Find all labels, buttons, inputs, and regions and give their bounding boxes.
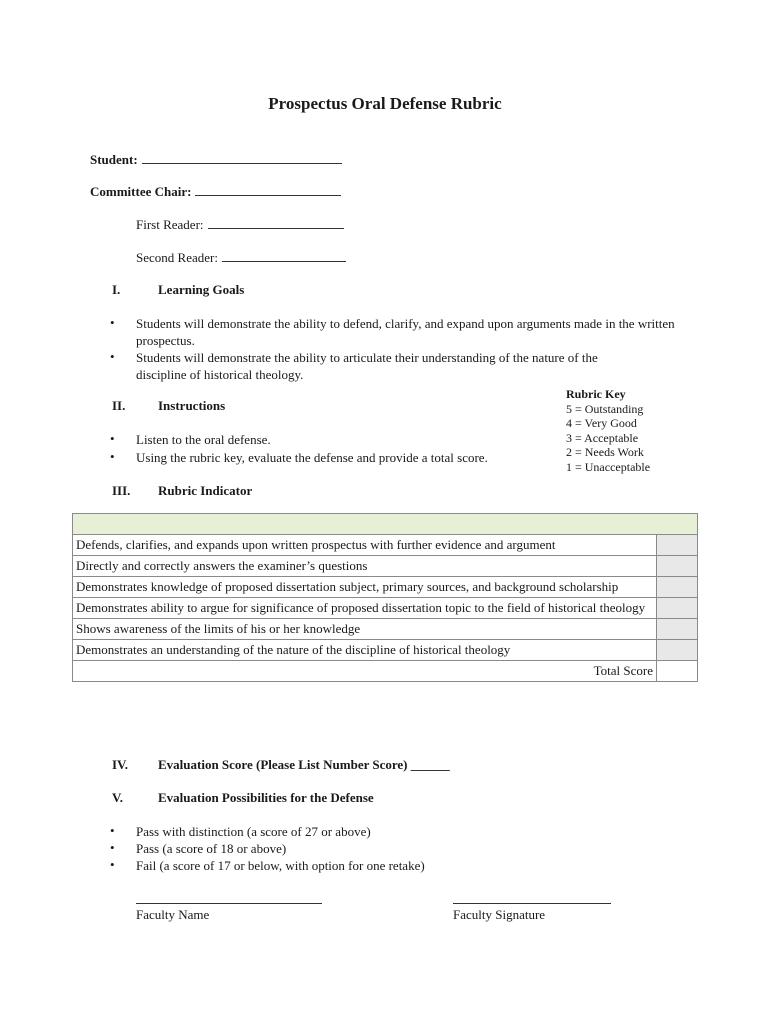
- section-5-heading: Evaluation Possibilities for the Defense: [158, 790, 374, 805]
- section-4-number: IV.: [112, 757, 129, 772]
- second-reader-label: Second Reader:: [136, 250, 218, 265]
- bullet-icon: •: [110, 840, 115, 855]
- bullet-icon: •: [110, 857, 115, 872]
- faculty-name-line[interactable]: [136, 902, 322, 904]
- rubric-key-item: 2 = Needs Work: [566, 445, 644, 460]
- instruction-text: Using the rubric key, evaluate the defense and provide a total score.: [136, 450, 488, 465]
- second-reader-field: [136, 249, 346, 266]
- possibility-item: [110, 823, 510, 840]
- bullet-icon: •: [110, 823, 115, 838]
- possibility-text: Pass (a score of 18 or above): [136, 841, 287, 856]
- table-row: [73, 535, 698, 556]
- table-row: [73, 556, 698, 577]
- committee-chair-field: [90, 183, 341, 200]
- indicator-cell: Directly and correctly answers the examiner’s questions: [73, 556, 657, 577]
- instruction-text: Listen to the oral defense.: [136, 432, 271, 447]
- table-header-row: [73, 514, 698, 535]
- indicator-cell: Shows awareness of the limits of his or her knowledge: [73, 619, 657, 640]
- section-1-heading: Learning Goals: [158, 282, 245, 297]
- section-3-heading: Rubric Indicator: [158, 483, 253, 498]
- score-cell[interactable]: [657, 619, 698, 640]
- table-row: [73, 598, 698, 619]
- instruction-item: [110, 449, 550, 466]
- total-row: [73, 661, 698, 682]
- student-label: Student:: [90, 152, 138, 167]
- learning-goal-text: Students will demonstrate the ability to defend, clarify, and expand upon arguments made in the written prospectus.: [136, 316, 675, 348]
- score-cell[interactable]: [657, 556, 698, 577]
- rubric-key: [566, 387, 650, 475]
- rubric-table: [72, 513, 698, 682]
- learning-goal-item: [110, 315, 680, 349]
- indicator-cell: Demonstrates an understanding of the nature of the discipline of historical theology: [73, 640, 657, 661]
- committee-chair-blank[interactable]: [195, 183, 341, 196]
- faculty-signature-line[interactable]: [453, 902, 611, 904]
- rubric-key-title: Rubric Key: [566, 387, 626, 401]
- student-field: [90, 151, 342, 168]
- score-cell[interactable]: [657, 577, 698, 598]
- possibility-item: [110, 857, 510, 874]
- score-cell[interactable]: [657, 535, 698, 556]
- score-cell[interactable]: [657, 598, 698, 619]
- bullet-icon: •: [110, 431, 115, 446]
- committee-chair-label: Committee Chair:: [90, 184, 192, 199]
- evaluation-score-heading[interactable]: Evaluation Score (Please List Number Score) ______: [158, 757, 450, 772]
- instruction-item: [110, 431, 550, 448]
- faculty-signature-label: Faculty Signature: [453, 907, 546, 922]
- rubric-key-item: 4 = Very Good: [566, 416, 637, 431]
- total-score-label: Total Score: [73, 661, 657, 682]
- rubric-key-item: 1 = Unacceptable: [566, 459, 651, 474]
- second-reader-blank[interactable]: [222, 249, 346, 262]
- rubric-key-item: 3 = Acceptable: [566, 430, 639, 445]
- bullet-icon: •: [110, 449, 115, 464]
- learning-goal-text: Students will demonstrate the ability to articulate their understanding of the nature of the discipline of historical theology.: [136, 350, 598, 382]
- indicator-cell: Defends, clarifies, and expands upon written prospectus with further evidence and argument: [73, 535, 657, 556]
- indicator-cell: Demonstrates knowledge of proposed dissertation subject, primary sources, and background scholarship: [73, 577, 657, 598]
- first-reader-field: [136, 216, 344, 233]
- learning-goal-item: [110, 349, 680, 383]
- table-row: [73, 619, 698, 640]
- table-row: [73, 577, 698, 598]
- student-blank[interactable]: [142, 151, 342, 164]
- bullet-icon: •: [110, 315, 115, 330]
- section-3-number: III.: [112, 483, 131, 498]
- section-1-number: I.: [112, 282, 121, 297]
- score-cell[interactable]: [657, 640, 698, 661]
- rubric-key-item: 5 = Outstanding: [566, 401, 644, 416]
- first-reader-blank[interactable]: [208, 216, 344, 229]
- bullet-icon: •: [110, 349, 115, 364]
- possibility-text: Pass with distinction (a score of 27 or above): [136, 824, 371, 839]
- table-header-cell: [73, 514, 698, 535]
- section-2-heading: Instructions: [158, 398, 226, 413]
- possibility-item: [110, 840, 510, 857]
- indicator-cell: Demonstrates ability to argue for significance of proposed dissertation topic to the field of historical theology: [73, 598, 657, 619]
- total-score-cell[interactable]: [657, 661, 698, 682]
- section-5-number: V.: [112, 790, 123, 805]
- section-2-number: II.: [112, 398, 126, 413]
- first-reader-label: First Reader:: [136, 217, 204, 232]
- page-title: Prospectus Oral Defense Rubric: [268, 94, 502, 113]
- faculty-name-label: Faculty Name: [136, 907, 210, 922]
- possibility-text: Fail (a score of 17 or below, with option for one retake): [136, 858, 425, 873]
- table-row: [73, 640, 698, 661]
